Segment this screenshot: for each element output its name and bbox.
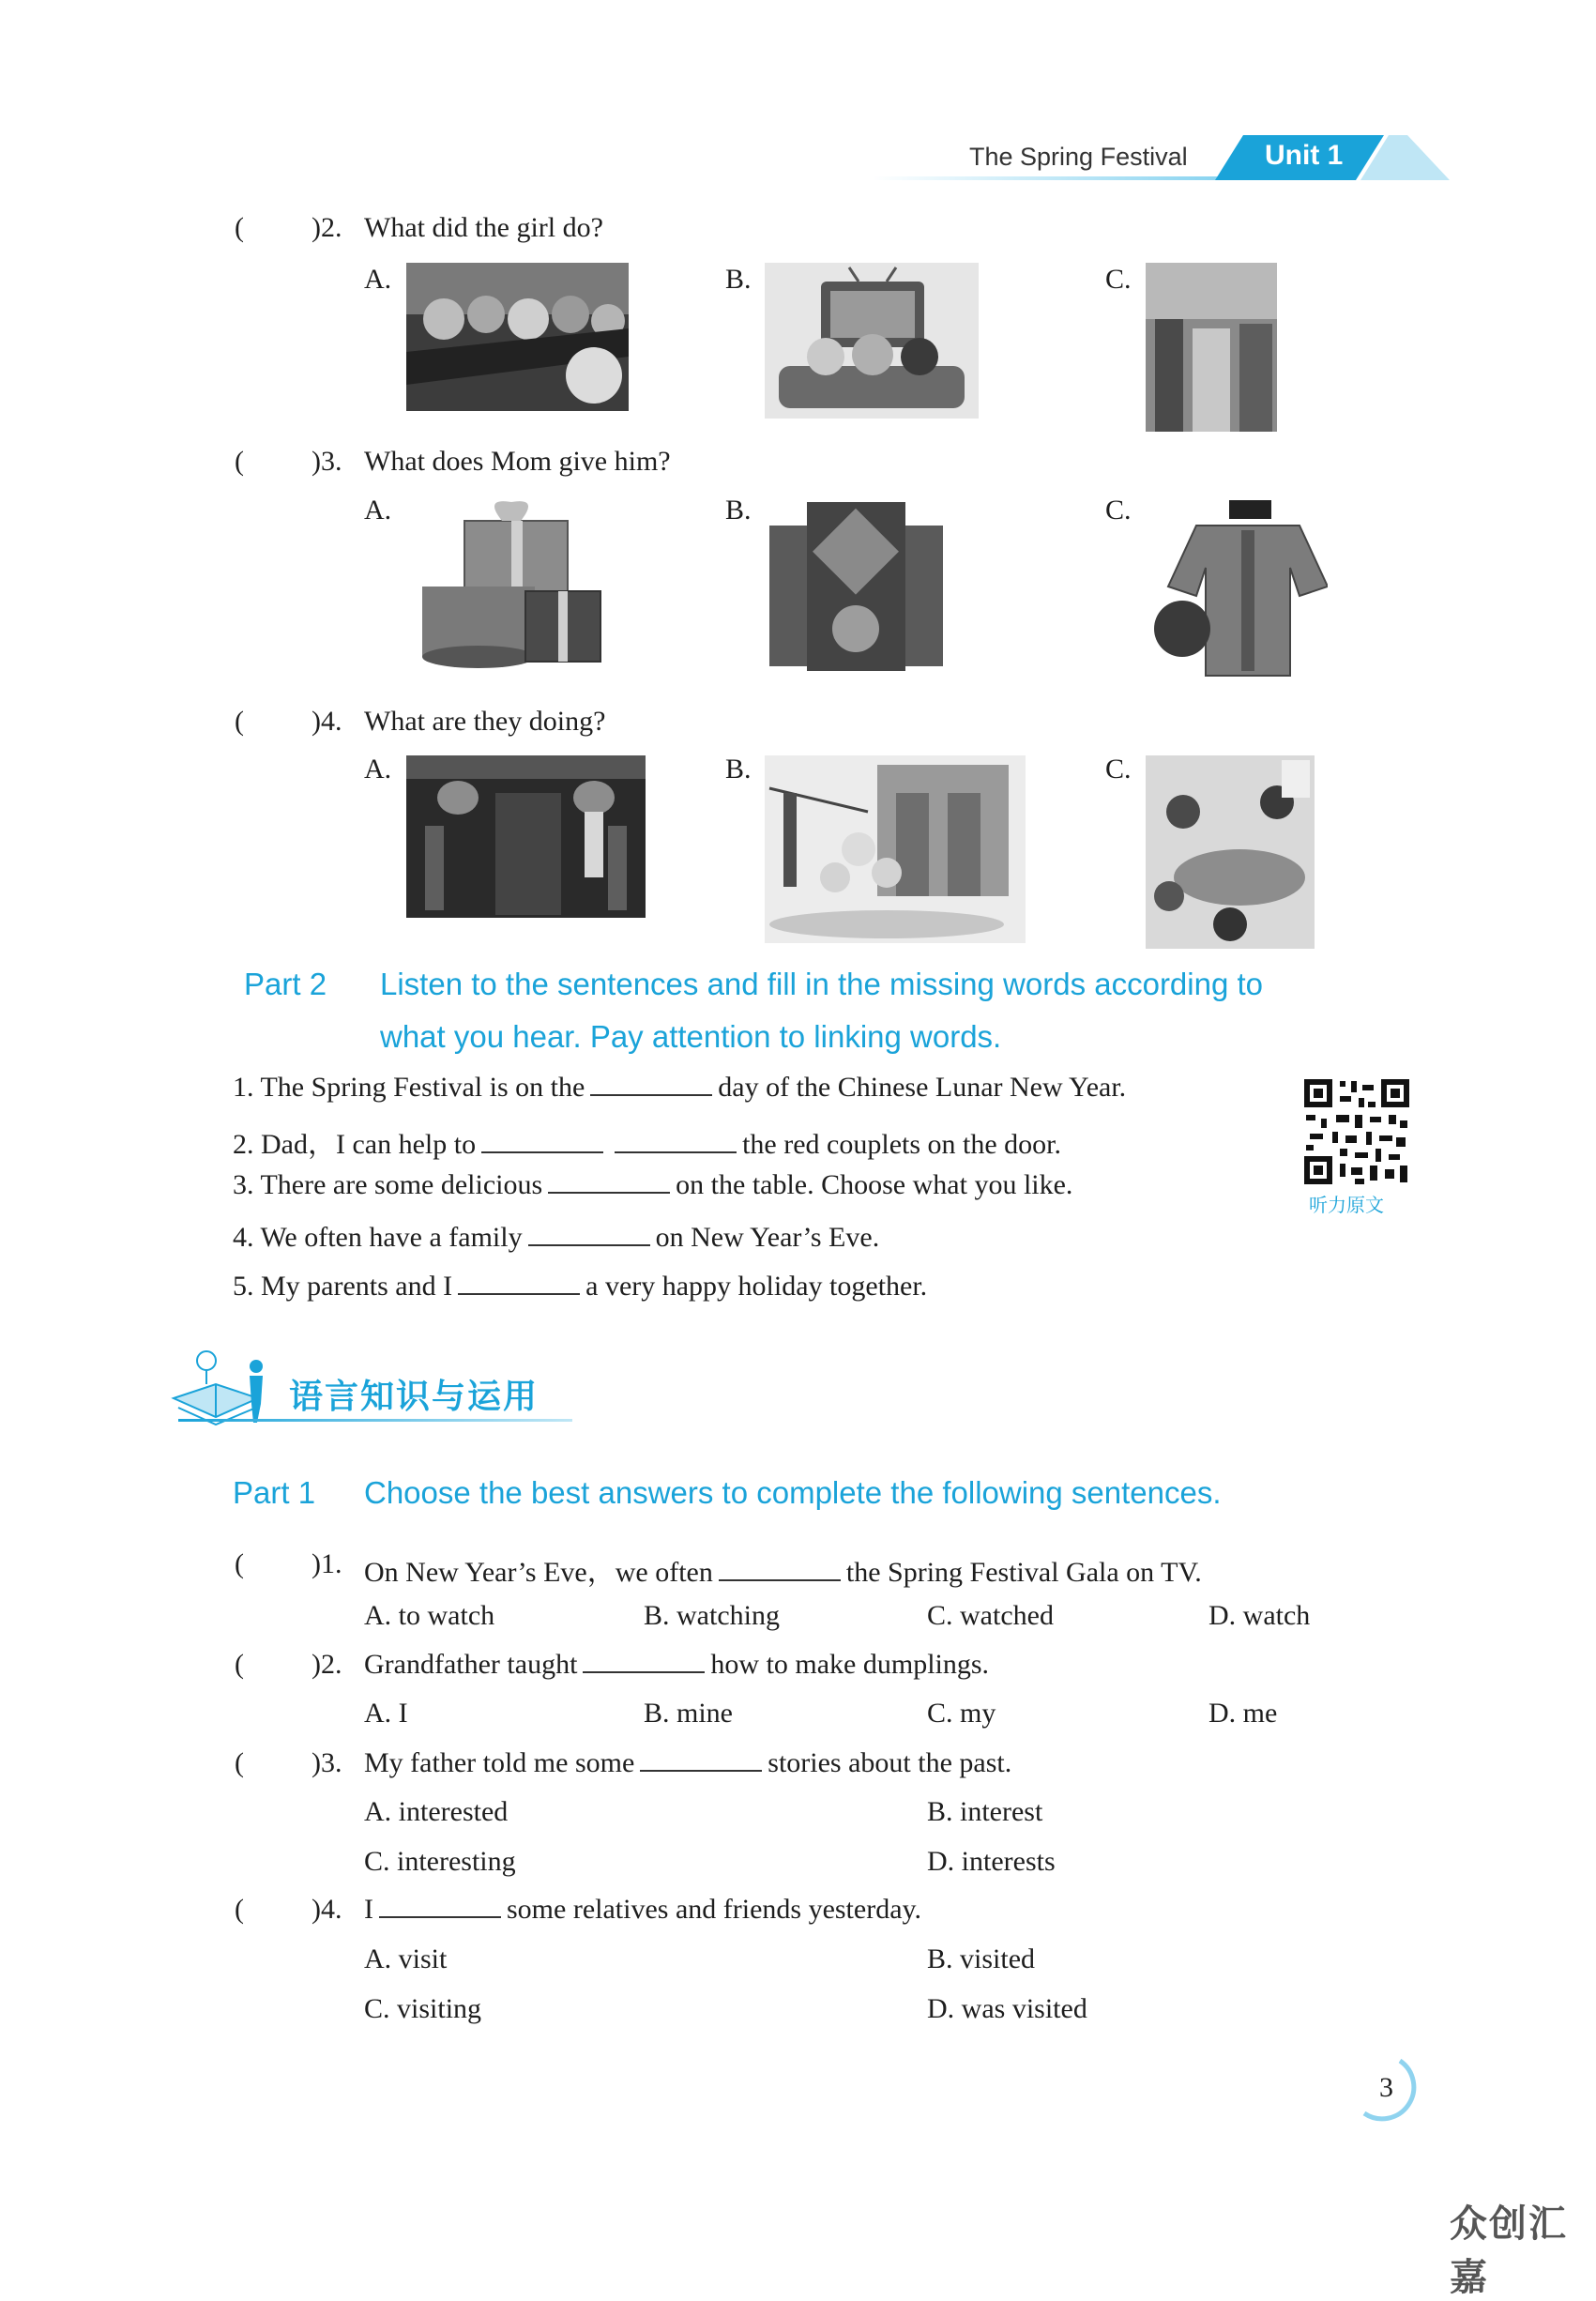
part2-sentence-4 bbox=[233, 1222, 879, 1254]
option-d[interactable]: D. me bbox=[1208, 1698, 1278, 1729]
part2-sentence-5 bbox=[233, 1271, 927, 1303]
answer-bracket[interactable]: ( bbox=[235, 706, 244, 737]
page-number: 3 bbox=[1379, 2072, 1393, 2103]
couplets-photo-icon[interactable] bbox=[406, 755, 646, 918]
option-label: A. bbox=[364, 495, 392, 526]
answer-bracket[interactable]: ( bbox=[235, 1747, 244, 1778]
answer-bracket[interactable]: ( bbox=[235, 1649, 244, 1680]
blank-field[interactable] bbox=[615, 1129, 737, 1153]
header-unit: Unit 1 bbox=[1265, 140, 1344, 171]
blank-field[interactable] bbox=[379, 1894, 501, 1918]
sentence-after: on the table. Choose what you like. bbox=[676, 1169, 1073, 1200]
question-number: )2. bbox=[312, 212, 342, 243]
sentence-after: a very happy holiday together. bbox=[585, 1271, 928, 1302]
option-label: C. bbox=[1105, 495, 1132, 526]
option-a[interactable]: A. to watch bbox=[364, 1600, 495, 1631]
watermark: 众创汇嘉 bbox=[1450, 2203, 1568, 2298]
question-stem bbox=[364, 1894, 921, 1926]
part2-instruction-line1: Listen to the sentences and fill in the missing words according to bbox=[380, 967, 1264, 1001]
question-text: What did the girl do? bbox=[364, 212, 603, 243]
sentence-number: 4. bbox=[233, 1222, 254, 1253]
option-label: B. bbox=[725, 754, 752, 785]
question-number: )3. bbox=[312, 1747, 342, 1778]
option-label: B. bbox=[725, 495, 752, 526]
option-a[interactable]: A. visit bbox=[364, 1943, 448, 1974]
question-number: )1. bbox=[312, 1548, 342, 1579]
family-dinner-icon[interactable] bbox=[1146, 755, 1315, 949]
answer-bracket[interactable]: ( bbox=[235, 1548, 244, 1579]
header bbox=[873, 131, 1454, 188]
stem-before: Grandfather taught bbox=[364, 1649, 578, 1680]
sentence-before: The Spring Festival is on the bbox=[260, 1072, 585, 1103]
option-c[interactable]: C. watched bbox=[927, 1600, 1054, 1631]
stem-after: some relatives and friends yesterday. bbox=[507, 1894, 922, 1925]
tv-family-icon[interactable] bbox=[765, 263, 979, 419]
stem-before: My father told me some bbox=[364, 1747, 635, 1778]
street-photo-icon[interactable] bbox=[1146, 263, 1277, 432]
part2-sentence-1 bbox=[233, 1072, 1126, 1104]
question-number: )4. bbox=[312, 706, 342, 737]
blank-field[interactable] bbox=[548, 1169, 670, 1194]
part2-label: Part 2 bbox=[244, 967, 327, 1001]
blank-field[interactable] bbox=[481, 1129, 603, 1153]
blank-field[interactable] bbox=[528, 1222, 650, 1246]
stem-before: On New Year’s Eve，we often bbox=[364, 1557, 713, 1588]
sentence-number: 5. bbox=[233, 1271, 254, 1302]
question-number: )4. bbox=[312, 1894, 342, 1925]
part2-sentence-3 bbox=[233, 1169, 1072, 1201]
option-d[interactable]: D. was visited bbox=[927, 1993, 1087, 2024]
sentence-number: 3. bbox=[233, 1169, 254, 1200]
red-envelopes-icon[interactable] bbox=[765, 497, 948, 676]
option-b[interactable]: B. interest bbox=[927, 1796, 1043, 1827]
question-stem bbox=[364, 1649, 989, 1681]
blank-field[interactable] bbox=[640, 1747, 762, 1772]
question-number: )3. bbox=[312, 446, 342, 477]
option-label: A. bbox=[364, 264, 392, 295]
answer-bracket[interactable]: ( bbox=[235, 446, 244, 477]
option-c[interactable]: C. interesting bbox=[364, 1846, 516, 1877]
tang-suit-icon[interactable] bbox=[1140, 493, 1328, 680]
stem-after: stories about the past. bbox=[768, 1747, 1012, 1778]
option-label: A. bbox=[364, 754, 392, 785]
gift-boxes-icon[interactable] bbox=[413, 497, 610, 671]
sentence-number: 1. bbox=[233, 1072, 254, 1103]
answer-bracket[interactable]: ( bbox=[235, 212, 244, 243]
option-label: B. bbox=[725, 264, 752, 295]
qr-caption: 听力原文 bbox=[1309, 1196, 1384, 1216]
sentence-before: We often have a family bbox=[260, 1222, 523, 1253]
sentence-before: There are some delicious bbox=[260, 1169, 543, 1200]
question-number: )2. bbox=[312, 1649, 342, 1680]
option-label: C. bbox=[1105, 754, 1132, 785]
option-a[interactable]: A. interested bbox=[364, 1796, 509, 1827]
part2-sentence-2 bbox=[233, 1120, 1061, 1162]
part1-label: Part 1 bbox=[233, 1475, 316, 1510]
section-banner-title: 语言知识与运用 bbox=[289, 1377, 540, 1415]
firecrackers-icon[interactable] bbox=[765, 755, 1026, 943]
stem-after: how to make dumplings. bbox=[710, 1649, 990, 1680]
option-b[interactable]: B. watching bbox=[644, 1600, 780, 1631]
qr-code-icon[interactable] bbox=[1302, 1077, 1411, 1186]
header-title: The Spring Festival bbox=[969, 143, 1188, 171]
answer-bracket[interactable]: ( bbox=[235, 1894, 244, 1925]
sentence-number: 2. bbox=[233, 1129, 254, 1160]
blank-field[interactable] bbox=[458, 1271, 580, 1295]
option-d[interactable]: D. interests bbox=[927, 1846, 1056, 1877]
blank-field[interactable] bbox=[719, 1557, 841, 1581]
option-d[interactable]: D. watch bbox=[1208, 1600, 1311, 1631]
part2-instruction-line2: what you hear. Pay attention to linking words. bbox=[380, 1019, 1002, 1054]
blank-field[interactable] bbox=[583, 1649, 705, 1673]
option-b[interactable]: B. visited bbox=[927, 1943, 1036, 1974]
sentence-after: on New Year’s Eve. bbox=[655, 1222, 880, 1253]
question-text: What does Mom give him? bbox=[364, 446, 671, 477]
section-banner-underline bbox=[178, 1419, 572, 1422]
stem-before: I bbox=[364, 1894, 373, 1925]
photo-icon[interactable] bbox=[406, 263, 629, 411]
question-text: What are they doing? bbox=[364, 706, 606, 737]
sentence-before: Dad，I can help to bbox=[261, 1129, 477, 1160]
part1-instruction: Choose the best answers to complete the following sentences. bbox=[364, 1475, 1222, 1510]
question-stem bbox=[364, 1548, 1202, 1590]
sentence-after: the red couplets on the door. bbox=[742, 1129, 1062, 1160]
sentence-after: day of the Chinese Lunar New Year. bbox=[718, 1072, 1127, 1103]
stem-after: the Spring Festival Gala on TV. bbox=[845, 1557, 1202, 1588]
option-c[interactable]: C. visiting bbox=[364, 1993, 482, 2024]
option-a[interactable]: A. I bbox=[364, 1698, 408, 1729]
blank-field[interactable] bbox=[590, 1072, 712, 1096]
sentence-before: My parents and I bbox=[261, 1271, 453, 1302]
question-stem bbox=[364, 1747, 1011, 1779]
option-b[interactable]: B. mine bbox=[644, 1698, 733, 1729]
option-label: C. bbox=[1105, 264, 1132, 295]
person-icon bbox=[242, 1359, 270, 1425]
option-c[interactable]: C. my bbox=[927, 1698, 996, 1729]
